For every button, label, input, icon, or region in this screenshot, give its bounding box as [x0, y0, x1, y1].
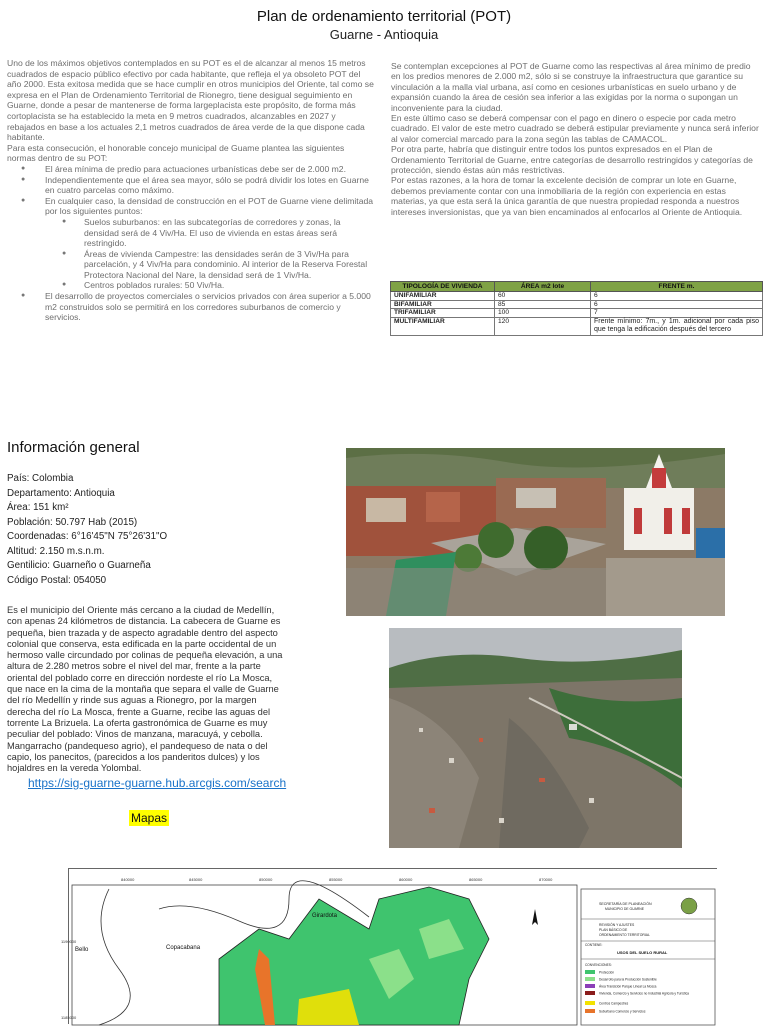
- table-cell: 85: [495, 300, 591, 309]
- usos-suelo-rural-map: [61, 868, 717, 1024]
- fact-pais: País: Colombia: [7, 473, 74, 484]
- map-tick-label: 845000: [189, 877, 203, 882]
- legend-swatch-suburbano: [585, 1009, 595, 1013]
- column-header: ÁREA m2 lote: [495, 282, 591, 292]
- legend-org: SECRETARÍA DE PLANEACIÓN: [599, 902, 652, 906]
- table-cell: TRIFAMILIAR: [391, 309, 495, 318]
- legend-swatch-produccion: [585, 977, 595, 981]
- paragraph-recomendacion: Por estas razones, a la hora de tomar la excelente decisión de comprar un lote en Guarne, debemos previamente contar con una inmobiliaria de la región con experiencia en estas materias, ya que esta será la única garantía de que nuestra propiedad responda a nuestros intereses inversionistas, que ya van bien encaminados al enfocarlos al Oriente de Antioquia.: [391, 175, 743, 217]
- paragraph-categorias: Por otra parte, habría que distinguir entre todos los puntos expresados en el Plan de Ordenamiento Territorial de Guarne, entre categorías de desarrollo restringidos y categorías de protección, siendo éstas aún más restrictivas.: [391, 144, 753, 176]
- paragraph-normas-intro: Para esta consecución, el honorable concejo municipal de Guame plantea las siguientes normas dentro de su POT:: [7, 142, 345, 164]
- table-cell: 120: [495, 317, 591, 335]
- arcgis-link[interactable]: https://sig-guarne-guarne.hub.arcgis.com/search: [28, 776, 287, 790]
- paragraph-espacio-publico: Uno de los máximos objetivos contemplados en su POT es el de alcanzar al menos 15 metros cuadrados de espacio público efectivo por cada habitante, que refleja el ya obsoleto POT del año 2000. Esta exitosa medida que se hace cumplir en otros municipios del Oriente, tal como se expresa en el Plan de Ordenamiento Territorial de Rionegro, tiene desigual seguimiento en Guarne, donde a pesar de mantenerse de forma largeplacista este propósito, de forma más cortoplacista se ha establecido la meta en 9 metros cuadrados, alcanzables en 2027 y rebajados en base a los actuales 2,1 metros cuadrados de área verde de la que dispone cada habitante.: [7, 58, 374, 143]
- town-square-aerial-photo: [346, 448, 725, 616]
- legend-swatch-campestre: [585, 1001, 595, 1005]
- table-row: [391, 300, 763, 309]
- normas-list-continued: [7, 291, 375, 323]
- legend-contiene: CONTIENE:: [585, 943, 603, 947]
- map-label-bello: Bello: [75, 947, 89, 953]
- map-tick-label: 850000: [259, 877, 273, 882]
- table-cell: MULTIFAMILIAR: [391, 317, 495, 335]
- page-subtitle: Guarne - Antioquia: [329, 27, 439, 42]
- normas-list: [7, 164, 375, 217]
- tipologia-vivienda-table: [390, 281, 763, 336]
- legend-swatch-parque: [585, 984, 595, 988]
- map-label-copacabana: Copacabana: [166, 945, 201, 951]
- table-cell: 7: [591, 309, 763, 318]
- fact-altitud: Altitud: 2.150 m.s.n.m.: [7, 545, 105, 557]
- fact-poblacion: Población: 50.797 Hab (2015): [7, 516, 138, 528]
- paragraph-compensacion: En este último caso se deberá compensar con el pago en dinero o especie por cada metro cuadrado. El valor de este metro cuadrado se deberá estipular previamente y nunca será inferior al valor comercial marcado para la zona según las tablas de CAMACOL.: [391, 113, 759, 144]
- table-cell: Frente mínimo: 7m., y 1m. adicional por cada piso que tenga la edificación después del tercero: [591, 317, 763, 335]
- page-title: Plan de ordenamiento territorial (POT): [256, 8, 512, 25]
- paragraph-excepciones: Se contemplan excepciones al POT de Guarne como las respectivas al área mínimo de predio en los predios menores de 2.000 m2, sólo si se construye la infraestructura que garantice su vinculación a la malla vial urbana, así como en cesiones urbanísticas en suelo urbano y de expansión cuando la área de cesión sea inferior a las exigidas por la norma o supongan un inconveniente para la ciudad.: [391, 61, 751, 113]
- mapas-heading: Mapas: [131, 811, 168, 825]
- legend-swatch-proteccion: [585, 970, 595, 974]
- right-text-column: [391, 61, 761, 217]
- list-item: ● En cualquier caso, la densidad de construcción en el POT de Guarne viene delimitada por los siguientes puntos:: [7, 196, 375, 217]
- map-tick-label: 860000: [399, 877, 413, 882]
- legend-revision: REVISIÓN Y AJUSTES: [599, 923, 635, 927]
- legend-item: Vivienda, Comercio y Servicios no Industrial Agrícola y Turística: [599, 991, 689, 996]
- table-row: [391, 309, 763, 318]
- table-row: [391, 292, 763, 301]
- map-tick-label: 855000: [329, 877, 343, 882]
- map-tick-label: 870000: [539, 877, 553, 882]
- info-section-title: Información general: [7, 439, 140, 456]
- table-cell: 6: [591, 300, 763, 309]
- fact-codigo-postal: Código Postal: 054050: [7, 574, 107, 586]
- legend-item: Suburbano Comercio y Servicios: [599, 1009, 646, 1014]
- fact-gentilicio: Gentilicio: Guarneño o Guarneña: [7, 560, 151, 571]
- list-item: ● Independientemente que el área sea mayor, sólo se podrá dividir los lotes en Guarne en cuatro parcelas como máximo.: [7, 175, 375, 196]
- town-panoramic-aerial-photo: [389, 628, 682, 848]
- list-item: ● Centros poblados rurales: 50 Viv/Ha.: [7, 280, 375, 291]
- municipio-description: Es el municipio del Oriente más cercano a la ciudad de Medellín, con apenas 24 kilómetros de distancia. La cabecera de Guarne es pequeña, bien trazada y de aspecto agradable dentro del aspecto colonial que conserva, esta edificada en la parte occidental de un hermoso valle circundado por colinas de pequeña elevación, a una altura de 2.280 metros sobre el nivel del mar, frente a la parte oriental del poblado corre en dirección nordeste el río La Mosca, que nace en la cima de la montaña que separa el valle de Guarne del río Medellín y rinde sus aguas a Rionegro, por la margen derecha del río La Mosca, frente a Guarne, recibe las aguas del torrente La Brizuela. La oferta gastronómica de Guarne es muy peculiar del poblado: Vinos de manzana, maracuyá, y cebolla. Mangarracho (pandequeso agrio), el pandequeso de nata o del capio, los panecitos, (parecidos a los panderitos dulces) y los hojaldres en la vereda Yolombal.: [7, 605, 283, 774]
- list-item: ● Suelos suburbanos: en las subcategorías de corredores y zonas, la densidad será de 4 Viv/Ha. El uso de vivienda en estas áreas será restringido.: [7, 217, 375, 249]
- table-cell: BIFAMILIAR: [391, 300, 495, 309]
- legend-item: Área Transición Parque Lineal La Mosca: [599, 984, 657, 989]
- legend-municipio: MUNICIPIO DE GUARNE: [605, 907, 644, 911]
- column-header: TIPOLOGÍA DE VIVIENDA: [391, 282, 495, 292]
- legend-item: Centros Campestres: [599, 1001, 629, 1006]
- list-item: ● El área mínima de predio para actuaciones urbanísticas debe ser de 2.000 m2.: [7, 164, 375, 175]
- map-tick-label: 865000: [469, 877, 483, 882]
- fact-departamento: Departamento: Antioquia: [7, 487, 115, 499]
- fact-coordenadas: Coordenadas: 6°16'45"N 75°26'31"O: [7, 531, 168, 542]
- legend-usos: USOS DEL SUELO RURAL: [617, 950, 668, 955]
- table-cell: UNIFAMILIAR: [391, 292, 495, 301]
- table-cell: 100: [495, 309, 591, 318]
- map-tick-label: 840000: [121, 877, 135, 882]
- left-text-column: [7, 58, 375, 323]
- table-header-row: [391, 282, 763, 292]
- legend-ordenamiento: ORDENAMIENTO TERRITORIAL: [599, 933, 650, 937]
- densidad-sublist: [7, 217, 375, 291]
- legend-swatch-vivienda: [585, 991, 595, 995]
- map-tick-label: 1190000: [61, 939, 77, 944]
- list-item: ● El desarrollo de proyectos comerciales o servicios privados con área superior a 5.000 m2 construidos solo se permitirá en los corredores suburbanos de comercio y servicios.: [7, 291, 375, 323]
- legend-plan: PLAN BÁSICO DE: [599, 928, 628, 932]
- page-header: [0, 8, 768, 43]
- map-label-girardota: Girardota: [312, 913, 338, 919]
- legend-item: Protección: [599, 970, 615, 975]
- column-header: FRENTE m.: [591, 282, 763, 292]
- legend-item: Desarrollo para la Producción Sostenible: [599, 977, 657, 982]
- legend-convenciones: CONVENCIONES:: [585, 963, 612, 967]
- info-facts-list: [7, 472, 167, 588]
- list-item: ● Áreas de vivienda Campestre: las densidades serán de 3 Viv/Ha para parcelación, y 4 Viv/Ha para condominio. Al interior de la Reserva Forestal Protectora Nacional del Nare, la densidad será de 1 Viv/Ha.: [7, 249, 375, 281]
- table-cell: 60: [495, 292, 591, 301]
- fact-area: Área: 151 km²: [7, 502, 69, 513]
- table-cell: 6: [591, 292, 763, 301]
- table-row: [391, 317, 763, 335]
- municipio-seal-icon: [681, 898, 697, 914]
- map-tick-label: 1185000: [61, 1015, 77, 1020]
